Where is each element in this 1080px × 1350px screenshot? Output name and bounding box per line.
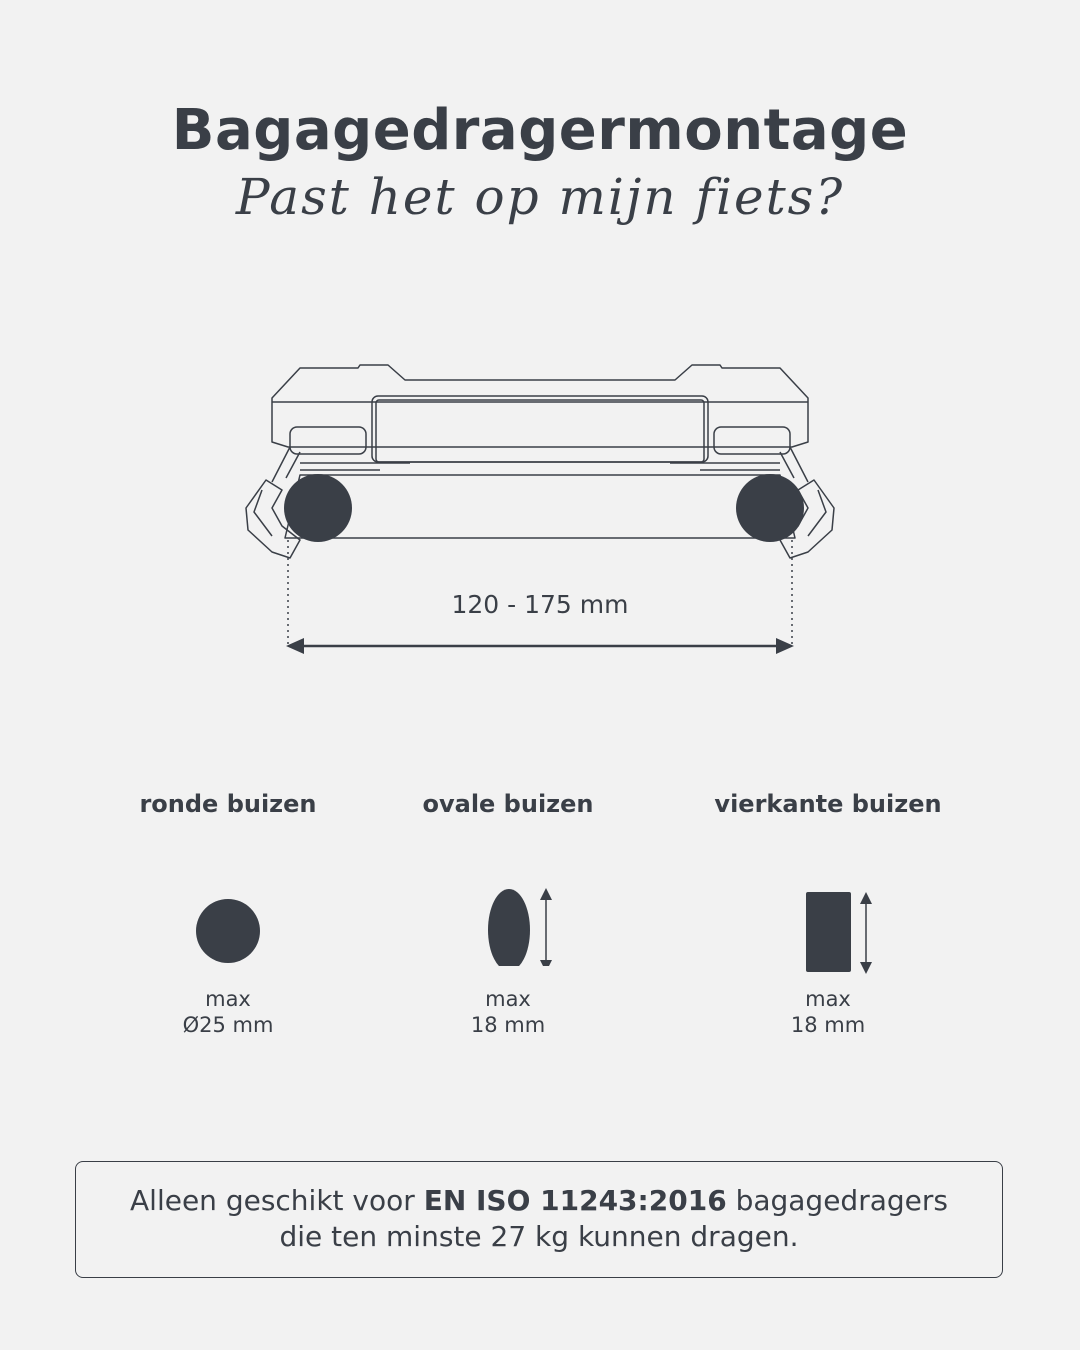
tube-type-round [68, 790, 388, 1038]
tube-max-label: max [485, 987, 531, 1011]
tube-max-value: 18 mm [470, 1013, 546, 1037]
rack-mount-diagram [0, 330, 1080, 670]
page-subtitle: Past het op mijn fiets? [235, 168, 845, 226]
tube-max-value: Ø25 mm [182, 1013, 274, 1037]
note-standard: EN ISO 11243:2016 [423, 1184, 727, 1217]
tube-type-oval [348, 790, 668, 1038]
arrow-left-icon [286, 638, 304, 654]
page-title: Bagagedragermontage [171, 98, 909, 163]
right-tube-circle [736, 474, 804, 542]
note-text-after: bagagedragers [726, 1184, 948, 1217]
tube-max-label: max [205, 987, 251, 1011]
compatibility-note [75, 1161, 1003, 1278]
tube-max-value: 18 mm [790, 1013, 866, 1037]
note-line-2: die ten minste 27 kg kunnen dragen. [279, 1220, 799, 1253]
note-line-1 [76, 1183, 1002, 1219]
dimension-label: 120 - 175 mm [451, 590, 629, 619]
left-tube-circle [284, 474, 352, 542]
oval-tube-icon [348, 856, 668, 966]
tube-type-title: vierkante buizen [714, 790, 942, 818]
arrow-right-icon [776, 638, 794, 654]
round-tube-icon [68, 856, 388, 966]
note-text-before: Alleen geschikt voor [130, 1184, 424, 1217]
tube-type-title: ronde buizen [139, 790, 317, 818]
tube-type-square [668, 790, 988, 1038]
square-tube-icon [668, 856, 988, 974]
tube-type-title: ovale buizen [422, 790, 594, 818]
tube-max-label: max [805, 987, 851, 1011]
